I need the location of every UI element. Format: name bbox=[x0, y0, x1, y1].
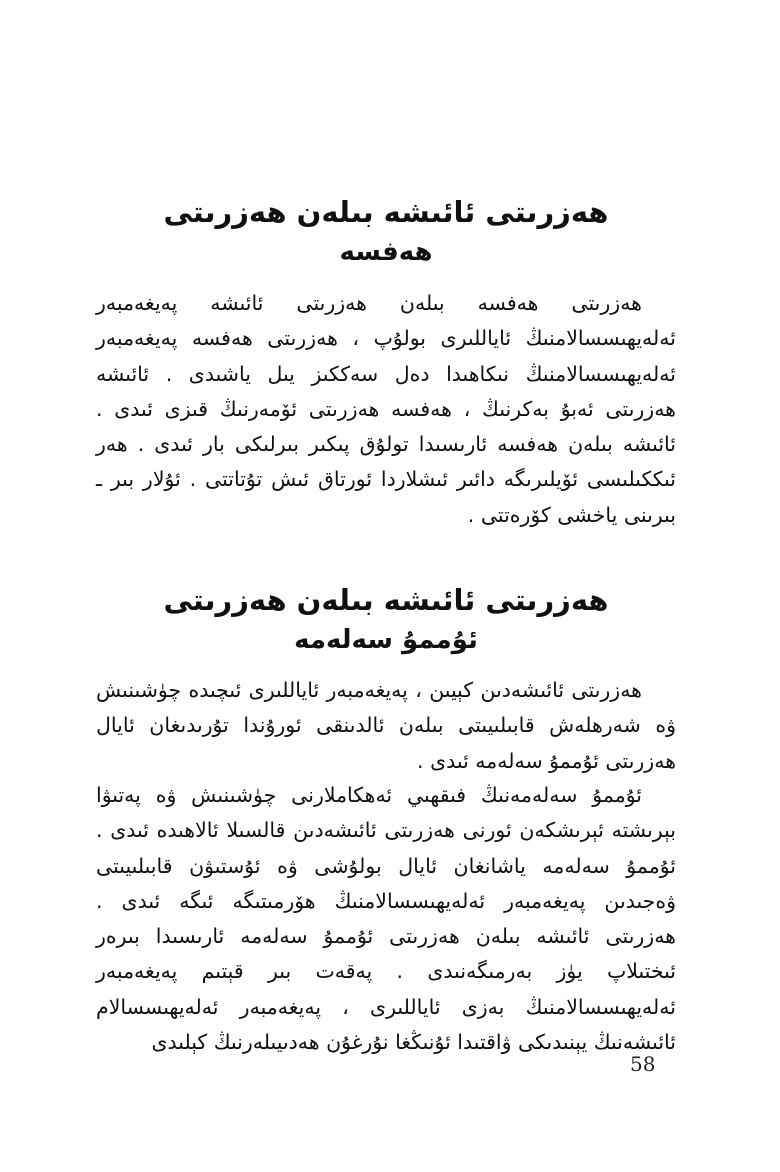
heading-subline: ئۇممۇ سەلەمە bbox=[294, 625, 478, 655]
paragraph-text: هەزرىتى ئائىشەدىن كېيىن ، پەيغەمبەر ئاياللىرى ئىچىدە چۈشىنىش ۋە شەرھلەش قابىلىيىتى بىلەن ئالدىنقى ئورۇندا تۇرىدىغان ئايال هەزرىتى ئۇممۇ سەلەمە ئىدى . bbox=[96, 678, 676, 773]
section-paragraph bbox=[96, 673, 676, 779]
section-paragraph bbox=[96, 778, 676, 1060]
section-heading-aisha-hafsa bbox=[96, 192, 676, 272]
heading-subline: هەفسە bbox=[339, 237, 433, 267]
paragraph-text: ئۇممۇ سەلەمەنىڭ فىقھىي ئەهكاملارنى چۈشىنىش ۋە پەتىۋا بېرىشتە ئېرىشكەن ئورنى هەزرىتى ئائىشەدىن قالسىلا ئالاهىدە ئىدى . ئۇممۇ سەلەمە ياشانغان ئايال بولۇشى ۋە ئۇستىۋن قابىلىيىتى ۋەجىدىن پەيغەمبەر ئەلەيهىسسالامنىڭ هۆرمىتىگە ئىگە ئىدى . هەزرىتى ئائىشە بىلەن هەزرىتى ئۇممۇ سەلەمە ئارىسىدا بىرەر ئىختىلاپ يۈز بەرمىگەنىدى . پەقەت بىر قېتىم پەيغەمبەر ئەلەيهىسسالامنىڭ بەزى ئاياللىرى ، پەيغەمبەر ئەلەيهىسسالام ئائىشەنىڭ يېنىدىكى ۋاقتىدا ئۇنىڭغا نۇرغۇن هەدىيىلەرنىڭ كېلىدى bbox=[96, 783, 676, 1055]
paragraph-text: هەزرىتى هەفسە بىلەن هەزرىتى ئائىشە پەيغەمبەر ئەلەيهىسسالامنىڭ ئاياللىرى بولۇپ ، هەزرىتى هەفسە پەيغەمبەر ئەلەيهىسسالامنىڭ نىكاهىدا دەل سەككىز يىل ياشىدى . ئائىشە هەزرىتى ئەبۇ بەكرنىڭ ، هەفسە هەزرىتى ئۆمەرنىڭ قىزى ئىدى . ئائىشە بىلەن هەفسە ئارىسىدا تولۇق پىكىر بىرلىكى بار ئىدى . هەر ئىككىلىسى ئۆيلىرىگە دائىر ئىشلاردا ئورتاق ئىش تۇتاتتى . ئۇلار بىر ـ بىرىنى ياخشى كۆرەتتى . bbox=[96, 291, 676, 527]
section-heading-aisha-umm-salama bbox=[96, 580, 676, 660]
section-paragraph bbox=[96, 286, 676, 533]
heading-line: هەزرىتى ئائىشە بىلەن هەزرىتى bbox=[163, 583, 609, 617]
heading-line: هەزرىتى ئائىشە بىلەن هەزرىتى bbox=[163, 195, 609, 229]
page-number: 58 bbox=[630, 1052, 656, 1076]
